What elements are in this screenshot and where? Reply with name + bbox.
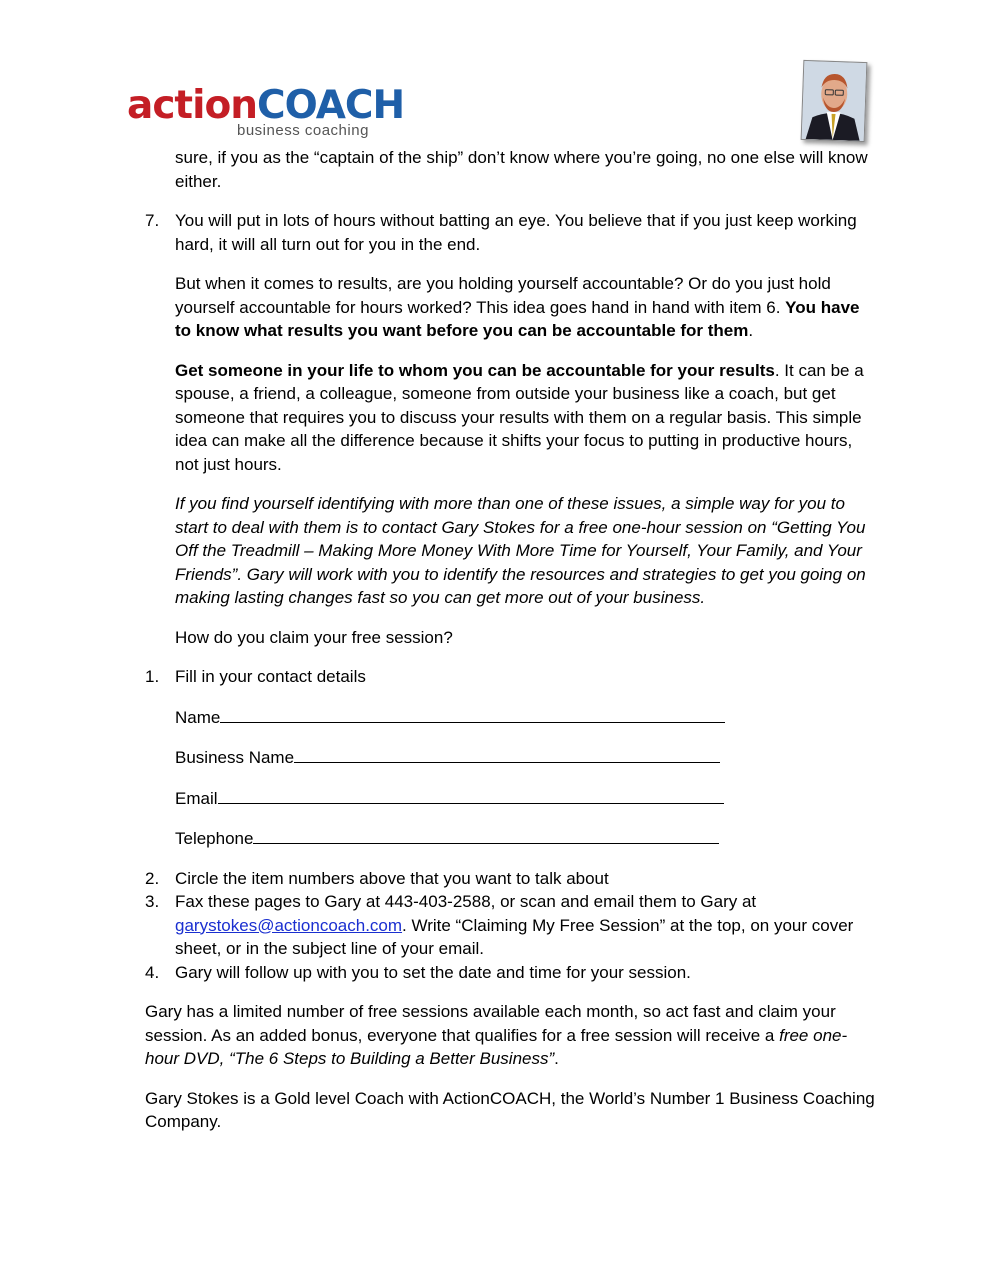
name-field[interactable] bbox=[175, 705, 875, 730]
list-item-text: You will put in lots of hours without batting an eye. You believe that if you just keep working hard, it will all turn out for you in the end. bbox=[175, 211, 857, 254]
paragraph-text: . bbox=[554, 1049, 559, 1068]
list-item-text: . Write “Claiming My Free Session” at the top, on your cover sheet, or in the subject line of your email. bbox=[175, 915, 854, 958]
list-item-text: Fill in your contact details bbox=[175, 667, 366, 686]
paragraph-text: . It can be a spouse, a friend, a colleague, someone from outside your business like a coach, but get someone that requires you to discuss your results with them on a regular basis. This simple idea can make all the difference because it shifts your focus to putting in productive hours, not just hours. bbox=[175, 360, 864, 474]
list-number: 4. bbox=[145, 962, 160, 982]
logo-coach-text: COACH bbox=[257, 83, 405, 128]
italic-paragraph: If you find yourself identifying with more than one of these issues, a simple way for you to start to deal with them is to contact Gary Stokes for a free one-hour session on “Getting You Off the Treadmill – Making More Money With More Time for Yourself, Your Family, and Your Friends”. Gary will work with you to identify the resources and strategies to get you going on making lasting changes fast so you can get more out of your business. bbox=[175, 494, 866, 607]
steps-list bbox=[145, 867, 875, 985]
page-header bbox=[0, 0, 990, 150]
field-label: Business Name bbox=[175, 748, 295, 767]
coach-portrait-photo bbox=[801, 60, 868, 142]
step-1 bbox=[145, 665, 875, 689]
telephone-blank-line[interactable] bbox=[253, 826, 719, 844]
paragraph bbox=[145, 359, 875, 477]
paragraph-text: . bbox=[748, 321, 754, 340]
paragraph: sure, if you as the “captain of the ship” don’t know where you’re going, no one else will know either. bbox=[175, 148, 868, 191]
paragraph: Gary Stokes is a Gold level Coach with ActionCOACH, the World’s Number 1 Business Coaching Company. bbox=[145, 1088, 875, 1131]
email-blank-line[interactable] bbox=[218, 786, 724, 804]
list-number: 1. bbox=[145, 667, 160, 686]
list-item-7 bbox=[145, 209, 875, 256]
name-blank-line[interactable] bbox=[220, 705, 725, 723]
field-label: Name bbox=[175, 707, 221, 727]
list-number: 2. bbox=[145, 868, 160, 888]
paragraph bbox=[145, 272, 875, 343]
actioncoach-logo bbox=[127, 83, 405, 144]
paragraph: How do you claim your free session? bbox=[175, 627, 453, 647]
bold-text: Get someone in your life to whom you can be accountable for your results bbox=[175, 360, 775, 380]
paragraph bbox=[145, 1000, 875, 1071]
document-body bbox=[145, 146, 875, 1150]
email-link[interactable]: garystokes@actioncoach.com bbox=[175, 915, 403, 935]
field-label: Telephone bbox=[175, 829, 254, 848]
business-name-field[interactable] bbox=[175, 745, 875, 770]
business-name-blank-line[interactable] bbox=[294, 745, 720, 763]
list-item-text: Gary will follow up with you to set the date and time for your session. bbox=[175, 962, 691, 982]
logo-tagline: business coaching bbox=[237, 122, 369, 139]
portrait-image bbox=[802, 61, 867, 141]
telephone-field[interactable] bbox=[175, 826, 875, 851]
field-label: Email bbox=[175, 788, 218, 808]
list-number: 7. bbox=[145, 211, 160, 230]
step-2 bbox=[145, 867, 875, 891]
italic-text: free one-hour DVD, “The 6 Steps to Building a Better Business” bbox=[145, 1025, 848, 1068]
list-item-text: Fax these pages to Gary at 443-403-2588, or scan and email them to Gary at bbox=[175, 892, 757, 911]
email-field[interactable] bbox=[175, 786, 875, 811]
paragraph-text: But when it comes to results, are you holding yourself accountable? Or do you just hold yourself accountable for hours worked? This idea goes hand in hand with item 6. bbox=[175, 274, 831, 317]
logo-action-text: action bbox=[127, 83, 258, 128]
step-4 bbox=[145, 961, 875, 985]
list-item-text: Circle the item numbers above that you want to talk about bbox=[175, 868, 609, 888]
list-number: 3. bbox=[145, 892, 160, 911]
step-3 bbox=[145, 890, 875, 961]
paragraph-text: Gary has a limited number of free sessions available each month, so act fast and claim your session. As an added bonus, everyone that qualifies for a free session will receive a bbox=[145, 1002, 836, 1045]
bold-text: You have to know what results you want before you can be accountable for them bbox=[175, 297, 860, 340]
